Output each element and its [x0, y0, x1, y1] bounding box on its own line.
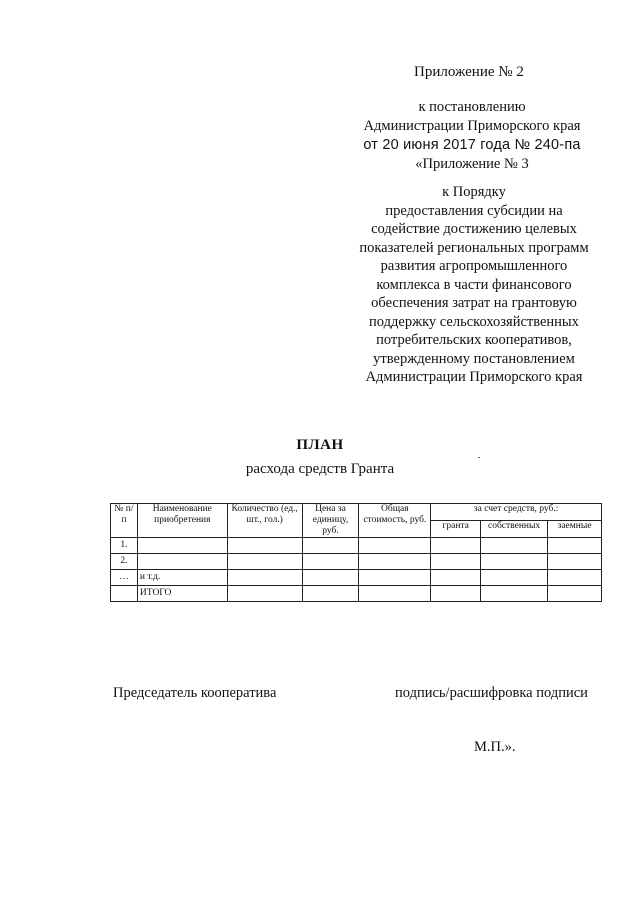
- order-line: поддержку сельскохозяйственных: [369, 313, 579, 330]
- cell-own: [481, 538, 548, 554]
- cell-total: [359, 538, 431, 554]
- order-line: развития агропромышленного: [380, 258, 568, 274]
- cell-grant: [431, 586, 481, 602]
- order-line: потребительских кооперативов,: [376, 332, 572, 348]
- cell-qty: [227, 586, 302, 602]
- resolution-date: от 20 июня 2017 года № 240-па: [363, 137, 581, 153]
- plan-title: ПЛАН: [296, 437, 344, 453]
- cell-total: [359, 570, 431, 586]
- plan-table: [110, 503, 602, 602]
- table-row: [111, 554, 602, 570]
- cell-num: 2.: [111, 554, 138, 570]
- table-row: [111, 586, 602, 602]
- header-price: Цена за единицу, руб.: [302, 504, 359, 538]
- cell-grant: [431, 538, 481, 554]
- header-own: собственных: [481, 521, 548, 538]
- order-line: содействие достижению целевых: [371, 221, 577, 237]
- header-num: № п/п: [111, 504, 138, 538]
- order-line: к Порядку: [442, 184, 506, 200]
- cell-grant: [431, 570, 481, 586]
- order-line: показателей региональных программ: [359, 239, 589, 256]
- signature-label: подпись/расшифровка подписи: [395, 685, 588, 701]
- inner-appendix-title: «Приложение № 3: [415, 156, 529, 172]
- cell-price: [302, 554, 359, 570]
- cell-price: [302, 586, 359, 602]
- cell-name: и т.д.: [137, 570, 227, 586]
- cell-name: [137, 538, 227, 554]
- cell-price: [302, 538, 359, 554]
- resolution-reference: [354, 98, 590, 174]
- cell-qty: [227, 554, 302, 570]
- cell-num: [111, 586, 138, 602]
- header-grant: гранта: [431, 521, 481, 538]
- cell-num: 1.: [111, 538, 138, 554]
- table-header-row: [111, 504, 602, 521]
- order-reference: [344, 183, 604, 387]
- cell-name: [137, 554, 227, 570]
- resolution-line: Администрации Приморского края: [363, 118, 581, 134]
- resolution-line: к постановлению: [418, 99, 526, 115]
- cell-grant: [431, 554, 481, 570]
- cell-total: [359, 586, 431, 602]
- header-loan: заемные: [548, 521, 602, 538]
- header-total: Общая стоимость, руб.: [359, 504, 431, 538]
- table-row: [111, 538, 602, 554]
- cell-own: [481, 586, 548, 602]
- header-name: Наименование приобретения: [137, 504, 227, 538]
- cell-own: [481, 570, 548, 586]
- cell-qty: [227, 570, 302, 586]
- header-qty: Количество (ед., шт., гол.): [227, 504, 302, 538]
- cell-own: [481, 554, 548, 570]
- cell-loan: [548, 570, 602, 586]
- stamp-label: М.П.».: [474, 739, 516, 755]
- table-row: [111, 570, 602, 586]
- order-line: утвержденному постановлением: [373, 350, 575, 367]
- plan-subtitle: расхода средств Гранта: [245, 461, 395, 477]
- cell-num: …: [111, 570, 138, 586]
- scan-speck: [478, 457, 480, 458]
- header-funds-group: за счет средств, руб.:: [431, 504, 602, 521]
- order-line: предоставления субсидии на: [385, 202, 563, 219]
- cell-name: ИТОГО: [137, 586, 227, 602]
- cell-total: [359, 554, 431, 570]
- appendix-title: Приложение № 2: [414, 64, 524, 80]
- cell-loan: [548, 554, 602, 570]
- cell-loan: [548, 538, 602, 554]
- cell-price: [302, 570, 359, 586]
- order-line: Администрации Приморского края: [365, 369, 583, 385]
- order-line: комплекса в части финансового: [376, 276, 572, 293]
- chairman-label: Председатель кооператива: [113, 685, 277, 701]
- cell-loan: [548, 586, 602, 602]
- cell-qty: [227, 538, 302, 554]
- order-line: обеспечения затрат на грантовую: [371, 295, 577, 311]
